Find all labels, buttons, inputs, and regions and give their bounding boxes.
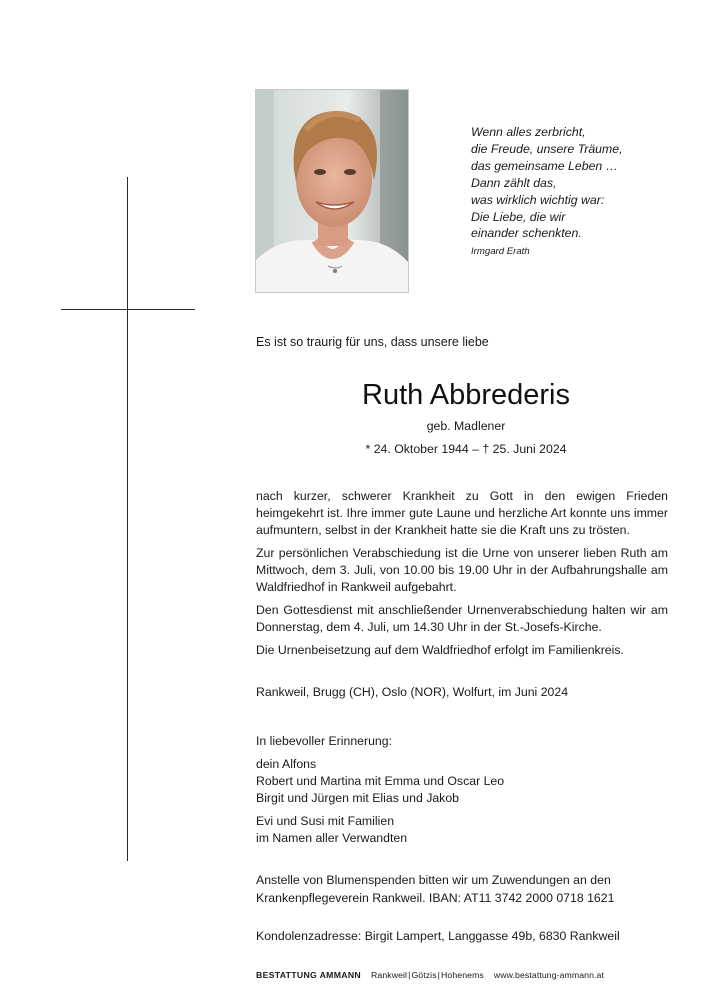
location: Götzis [411,970,437,980]
poem-block [471,124,671,257]
poem-line: was wirklich wichtig war: [471,192,605,207]
poem-line: Wenn alles zerbricht, [471,125,586,139]
paragraph-farewell: Zur persönlichen Verabschiedung ist die Urne von unserer lieben Ruth am Mittwoch, dem 3. Juli, von 10.00 bis 19.00 Uhr in der Aufbahrungshalle am Waldfriedhof in Rankweil aufgebahrt. [256,546,668,594]
donation-line: Krankenpflegeverein Rankweil. IBAN: AT11 3742 2000 0718 1621 [256,890,615,905]
poem-author: Irmgard Erath [471,246,530,258]
maiden-name: geb. Madlener [426,419,506,433]
location: Rankweil [371,970,408,980]
donation-notice [256,872,614,907]
notice-body [256,488,668,665]
location: Hohenems [441,970,484,980]
cross-horizontal-bar [61,309,195,310]
family-heading: In liebevoller Erinnerung: [256,734,393,748]
portrait-photo [255,89,409,293]
family-member: Birgit und Jürgen mit Elias und Jakob [256,791,460,805]
family-block [256,733,504,847]
poem-line: Dann zählt das, [471,175,557,190]
family-member: Evi und Susi mit Familien [256,814,395,828]
family-member: dein Alfons [256,757,317,771]
poem-line: einander schenkten. [471,226,582,241]
poem-line: die Freude, unsere Träume, [471,141,623,156]
intro-text: Es ist so traurig für uns, dass unsere liebe [256,335,489,349]
life-dates: * 24. Oktober 1944 – † 25. Juni 2024 [365,442,567,456]
brand-name-suffix: AMMANN [319,970,361,980]
paragraph-service: Den Gottesdienst mit anschließender Urnenverabschiedung halten wir am Donnerstag, dem 4. Juli, um 14.30 Uhr in der St.-Josefs-Kirche. [256,603,668,634]
website-link[interactable]: www.bestattung-ammann.at [493,970,604,980]
deceased-name: Ruth Abbrederis [362,379,570,411]
cross-vertical-bar [127,177,128,861]
paragraph-burial: Die Urnenbeisetzung auf dem Waldfriedhof erfolgt im Familienkreis. [256,643,624,657]
paragraph-passing: nach kurzer, schwerer Krankheit zu Gott in den ewigen Frieden heimgekehrt ist. Ihre immer gute Laune und herzliche Art konnte uns immer aufmuntern, selbst in der Krankheit hatte sie die Kraft uns zu trösten. [256,489,668,537]
condolence-address: Kondolenzadresse: Birgit Lampert, Langgasse 49b, 6830 Rankweil [256,929,620,943]
donation-line: Anstelle von Blumenspenden bitten wir um Zuwendungen an den [256,873,611,887]
family-member: Robert und Martina mit Emma und Oscar Leo [256,774,505,788]
footer: BESTATTUNG AMMANN Rankweil|Götzis|Hohenems www.bestattung-ammann.at [256,970,604,980]
brand-name: BESTATTUNG [256,970,318,980]
poem-line: Die Liebe, die wir [471,209,566,224]
place-date: Rankweil, Brugg (CH), Oslo (NOR), Wolfurt, im Juni 2024 [256,685,569,699]
family-member: im Namen aller Verwandten [256,831,408,845]
poem-line: das gemeinsame Leben … [471,158,618,173]
